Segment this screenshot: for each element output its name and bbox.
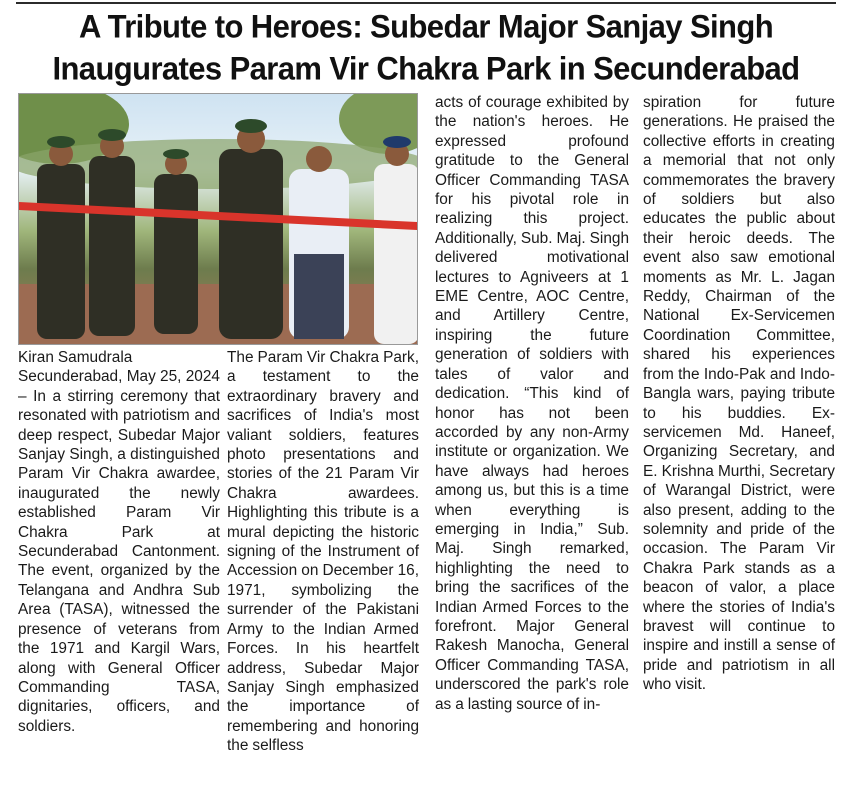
byline: Kiran Samudrala [18,349,133,366]
column-4-text: spiration for future generations. He praised the collective efforts in creating a memorial that not only commemorates the bravery of soldiers but also educates the public about their heroic deeds. The event also saw emotional moments as Mr. L. Jagan Reddy, Chairman of the National Ex-Servicemen Coordination Committee, shared his experiences from the Indo-Pak and Indo-Bangla wars, paying tribute to his buddies. Ex-servicemen Md. Haneef, Organizing Secretary, and E. Krishna Murthi, Secretary of Warangal District, were also present, adding to the solemnity and pride of the occasion. The Param Vir Chakra Park stands as a beacon of valor, a place where the stories of India's bravest will continue to inspire and instill a sense of pride and patriotism in all who visit. [643,94,835,694]
article-column-1 [18,348,220,736]
column-3-text: acts of courage exhibited by the nation's heroes. He expressed profound gratitude to the General Officer Commanding TASA for his pivotal role in realizing this project. Additionally, Sub. Maj. Singh delivered motivational lectures to Agniveers at 1 EME Centre, AOC Centre, and Artillery Centre, inspiring the future generation of soldiers with tales of valor and dedication. “This kind of honor has not been accorded by any non-Army institute or organization. We have always had heroes among us, but this is a time when everything is emerging in India,” Sub. Maj. Singh remarked, highlighting the need to bring the sacrifices of the Indian Armed Forces to the forefront. Major General Rakesh Manocha, General Officer Commanding TASA, underscored the park's role as a lasting source of in- [435,94,629,713]
article-column-2 [227,348,419,756]
column-1-text: Secunderabad, May 25, 2024 – In a stirring ceremony that resonated with patriotism and deep respect, Subedar Major Sanjay Singh, a distinguished Param Vir Chakra awardee, inaugurated the newly established Param Vir Chakra Park at Secunderabad Cantonment. The event, organized by the Telangana and Andhra Sub Area (TASA), witnessed the presence of veterans from the 1971 and Kargil Wars, along with General Officer Commanding TASA, dignitaries, officers, and soldiers. [18,368,220,735]
ribbon-cutting-photo [18,93,418,345]
headline-line-1: A Tribute to Heroes: Subedar Major Sanjay Singh [78,8,774,45]
headline [10,6,842,90]
article-column-4 [643,93,835,695]
top-rule [16,2,836,4]
article-column-3 [435,93,629,714]
column-2-text: The Param Vir Chakra Park, a testament to the extraordinary bravery and sacrifices of India's most valiant soldiers, features photo presentations and stories of the 21 Param Vir Chakra awardees. Highlighting this tribute is a mural depicting the historic signing of the Instrument of Accession on December 16, 1971, symbolizing the surrender of the Pakistani Army to the Indian Armed Forces. In his heartfelt address, Subedar Major Sanjay Singh emphasized the importance of remembering and honoring the selfless [227,349,419,755]
headline-line-2: Inaugurates Param Vir Chakra Park in Secunderabad [52,50,800,87]
photo-illustration [19,94,417,344]
